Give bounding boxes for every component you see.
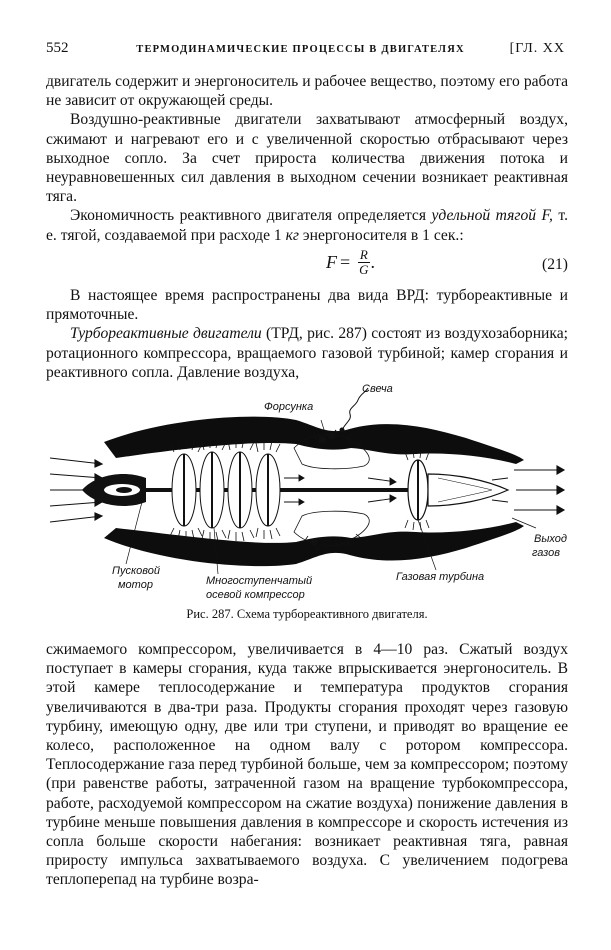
label-exhaust-1: Выход	[534, 533, 568, 545]
gas-turbine	[405, 450, 429, 530]
label-starter-1: Пусковой	[112, 565, 161, 577]
formula-21	[46, 244, 568, 284]
label-turbine: Газовая турбина	[396, 571, 485, 583]
equation-number: (21)	[542, 256, 568, 273]
exhaust-cone	[428, 474, 508, 506]
paragraph-1: двигатель содержит и энергоноситель и рабочее вещество, поэтому его работа не зависит от окружающей среды.	[46, 73, 568, 110]
running-title: ТЕРМОДИНАМИЧЕСКИЕ ПРОЦЕССЫ В ДВИГАТЕЛЯХ	[136, 44, 465, 55]
label-exhaust-2: газов	[532, 547, 561, 559]
formula-denominator: G	[359, 262, 369, 277]
label-injector: Форсунка	[264, 401, 314, 413]
paragraph-3-end: энергоносителя в 1 сек.:	[299, 226, 464, 244]
label-compressor-1: Многоступенчатый	[206, 575, 313, 587]
paragraph-3	[46, 206, 568, 244]
running-header	[46, 40, 565, 62]
formula-expression	[326, 248, 375, 277]
paragraph-3-after: т. е. тягой, создаваемой при расходе 1	[46, 207, 568, 244]
formula-dot: .	[370, 252, 376, 272]
paragraph-2: Воздушно-реактивные двигатели захватывают атмосферный воздух, сжимают и нагревают его и с увеличенной скоростью отбрасывают через выходное сопло. За счет прироста количества движения потока и неуравновешенных сил давления в выходном сечении возникает реактивная тяга.	[46, 111, 568, 206]
casing-top	[104, 417, 524, 464]
term-turbojet: Турбореактивные двигатели	[70, 325, 262, 343]
formula-numerator: R	[359, 247, 368, 262]
text-block-middle	[46, 286, 568, 382]
chapter-ref: [ГЛ. XX	[509, 41, 565, 56]
page-number: 552	[46, 40, 69, 56]
formula-fraction	[357, 248, 370, 277]
paragraph-5-text: (ТРД, рис. 287) состоят из воздухозаборника; ротационного компрессора, вращаемого газовой турбиной; камер сгорания и реактивного сопла. Давление воздуха,	[46, 325, 569, 381]
unit-kg: кг	[285, 226, 300, 244]
text-block-bottom	[46, 640, 568, 890]
text-block-top	[46, 72, 568, 245]
label-spark-plug: Свеча	[362, 383, 393, 395]
paragraph-5	[46, 324, 568, 382]
starter-motor-cone	[82, 474, 146, 506]
paragraph-4: В настоящее время распространены два вида ВРД: турбореактивные и прямоточные.	[46, 287, 568, 324]
label-starter-2: мотор	[118, 579, 153, 591]
label-compressor-2: осевой компрессор	[206, 589, 305, 601]
turbojet-diagram	[46, 378, 568, 610]
formula-lhs: F	[326, 252, 337, 272]
formula-equals: =	[340, 252, 351, 272]
figure-caption: Рис. 287. Схема турбореактивного двигателя.	[186, 607, 428, 621]
term-specific-thrust: удельной тягой F,	[431, 207, 553, 225]
paragraph-6: сжимаемого компрессором, увеличивается в 4—10 раз. Сжатый воздух поступает в камеры сгорания, куда также впрыскивается энергоноситель. В этой камере теплосодержание и температура продуктов сгорания увеличиваются в два-три раза. Продукты сгорания проходят через газовую турбину, имеющую одну, две или три ступени, и приводят во вращение ее колесо, расположенное на одном валу с ротором компрессора. Теплосодержание газа перед турбиной больше, чем за компрессором; поэтому (при равенстве работы, затраченной газом на вращение турбокомпрессора, работе, расходуемой компрессором на сжатие воздуха) понижение давления в турбине меньше повышения давления в компрессоре и скорость истечения из сопла больше скорости набегания: возникает реактивная тяга, равная приросту импульса захватываемого воздуха. С увеличением подогрева теплоперепад на турбине возра-	[46, 641, 568, 889]
paragraph-3-before: Экономичность реактивного двигателя определяется	[70, 207, 432, 225]
